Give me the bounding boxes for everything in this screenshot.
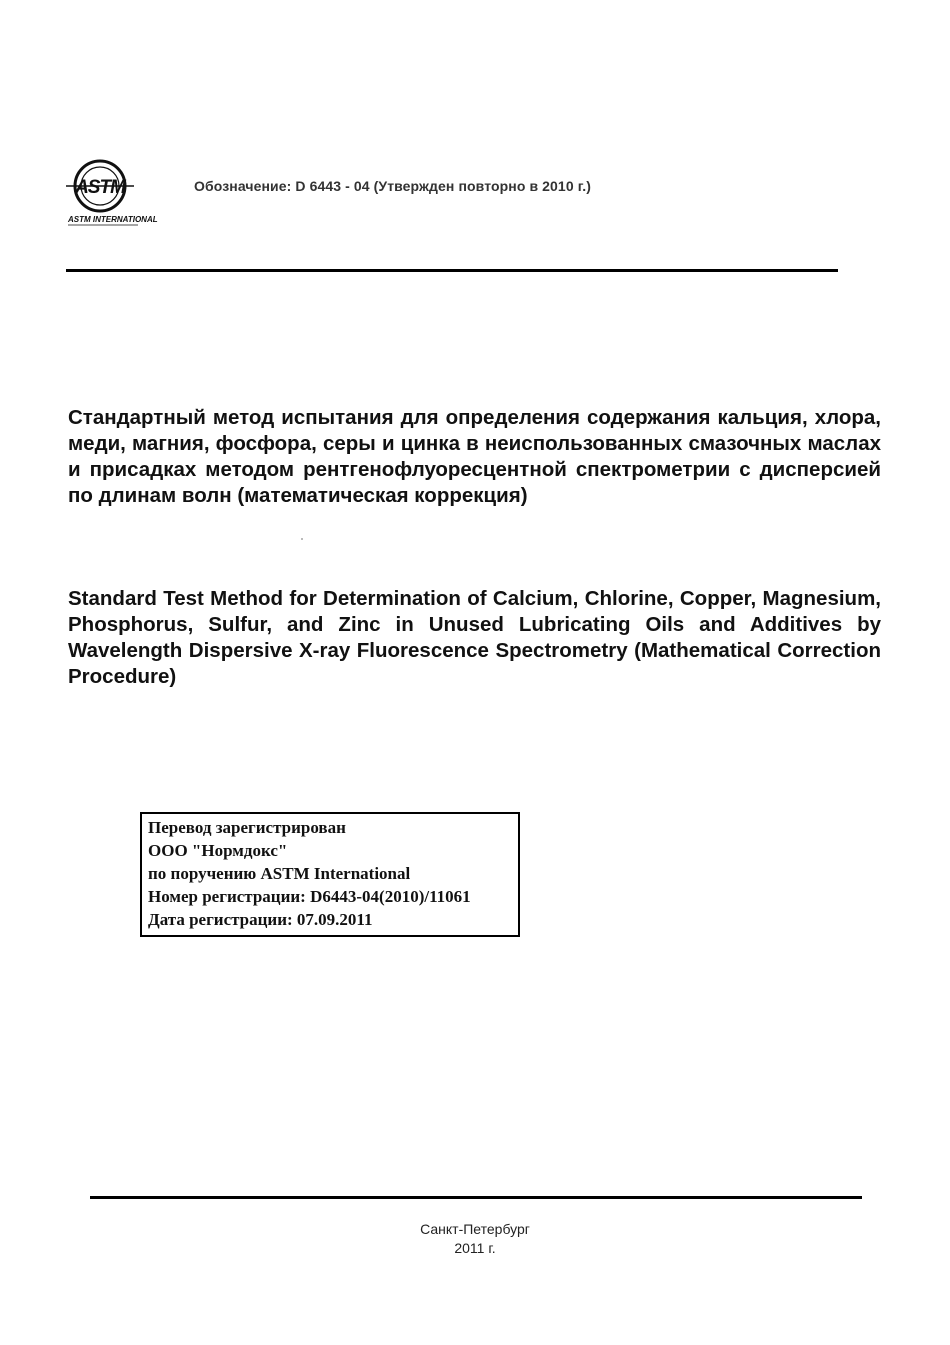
registration-line: Дата регистрации: 07.09.2011 [148, 910, 373, 929]
document-designation: Обозначение: D 6443 - 04 (Утвержден повторно в 2010 г.) [194, 178, 591, 194]
registration-line: Номер регистрации: D6443-04(2010)/11061 [148, 887, 471, 906]
header-divider [66, 269, 838, 272]
scan-speck [301, 538, 303, 540]
registration-line: по поручению ASTM International [148, 864, 411, 883]
astm-logo-icon [64, 158, 158, 228]
svg-text:ASTM INTERNATIONAL: ASTM INTERNATIONAL [68, 215, 158, 224]
title-russian: Стандартный метод испытания для определения содержания кальция, хлора, меди, магния, фосфора, серы и цинка в неиспользованных смазочных маслах и присадках методом рентгенофлуоресцентной спектрометрии с дисперсией по длинам волн (математическая коррекция) [68, 406, 881, 507]
svg-text:ASTM: ASTM [75, 177, 125, 198]
footer-divider [90, 1196, 862, 1199]
registration-line: Перевод зарегистрирован [148, 818, 346, 837]
footer-city: Санкт-Петербург [420, 1221, 530, 1237]
footer-year: 2011 г. [454, 1240, 496, 1256]
registration-stamp [140, 812, 520, 937]
registration-line: ООО "Нормдокс" [148, 841, 288, 860]
title-english: Standard Test Method for Determination of Calcium, Chlorine, Copper, Magnesium, Phosphorus, Sulfur, and Zinc in Unused Lubricating Oils and Additives by Wavelength Dispersive X-ray Fluorescence Spectrometry (Mathematical Correction Procedure) [68, 587, 881, 688]
